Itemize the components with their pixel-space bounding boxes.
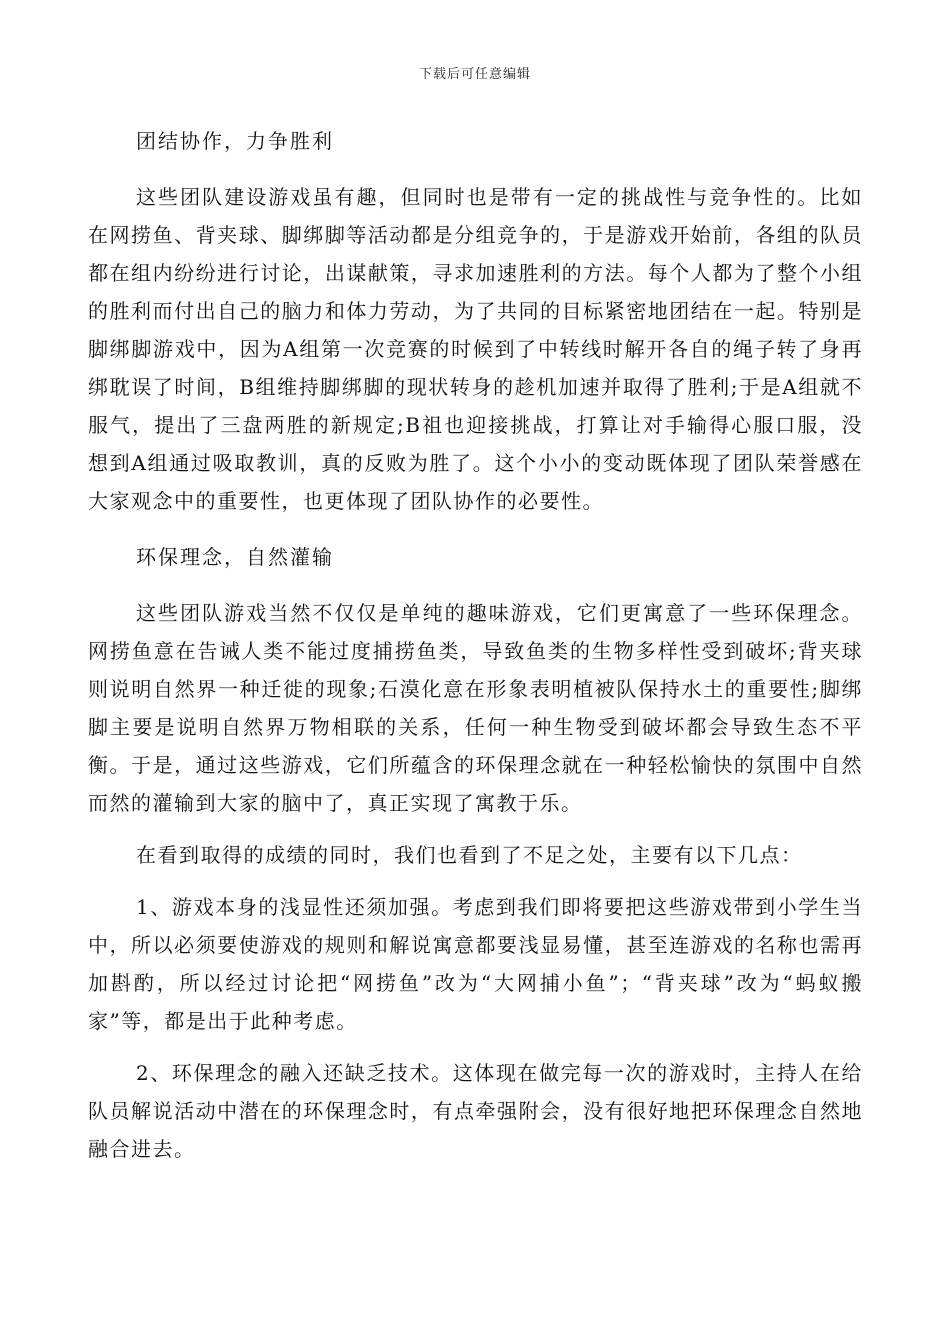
paragraph-environment: 这些团队游戏当然不仅仅是单纯的趣味游戏，它们更寓意了一些环保理念。网捞鱼意在告诫人类不能过度捕捞鱼类，导致鱼类的生物多样性受到破坏;背夹球则说明自然界一种迁徙的现象;石漠化意在形象表明植被队保持水土的重要性;脚绑脚主要是说明自然界万物相联的关系，任何一种生物受到破坏都会导致生态不平衡。于是，通过这些游戏，它们所蕴含的环保理念就在一种轻松愉快的氛围中自然而然的灌输到大家的脑中了，真正实现了寓教于乐。	[88, 601, 863, 815]
paragraph-teamwork: 这些团队建设游戏虽有趣，但同时也是带有一定的挑战性与竞争性的。比如在网捞鱼、背夹球、脚绑脚等活动都是分组竞争的，于是游戏开始前，各组的队员都在组内纷纷进行讨论，出谋献策，寻求加速胜利的方法。每个人都为了整个小组的胜利而付出自己的脑力和体力劳动，为了共同的目标紧密地团结在一起。特别是脚绑脚游戏中，因为A组第一次竞赛的时候到了中转线时解开各自的绳子转了身再绑耽误了时间，B组维持脚绑脚的现状转身的趁机加速并取得了胜利;于是A组就不服气，提出了三盘两胜的新规定;B祖也迎接挑战，打算让对手输得心服口服，没想到A组通过吸取教训，真的反败为胜了。这个小小的变动既体现了团队荣誉感在大家观念中的重要性，也更体现了团队协作的必要性。	[88, 185, 863, 513]
summary-intro: 在看到取得的成绩的同时，我们也看到了不足之处，主要有以下几点：	[136, 843, 803, 867]
summary-point-1: 1、游戏本身的浅显性还须加强。考虑到我们即将要把这些游戏带到小学生当中，所以必须要使游戏的规则和解说寓意都要浅显易懂，甚至连游戏的名称也需再加斟酌，所以经过讨论把“网捞鱼”改为“大网捕小鱼”；“背夹球”改为“蚂蚁搬家”等，都是出于此种考虑。	[88, 895, 863, 1033]
section-heading-teamwork: 团结协作，力争胜利	[136, 129, 334, 153]
document-body	[88, 118, 863, 1168]
summary-point-2: 2、环保理念的融入还缺乏技术。这体现在做完每一次的游戏时，主持人在给队员解说活动中潜在的环保理念时，有点牵强附会，没有很好地把环保理念自然地融合进去。	[88, 1061, 863, 1161]
section-heading-environment: 环保理念，自然灌输	[136, 545, 334, 569]
header-note: 下载后可任意编辑	[418, 67, 531, 82]
